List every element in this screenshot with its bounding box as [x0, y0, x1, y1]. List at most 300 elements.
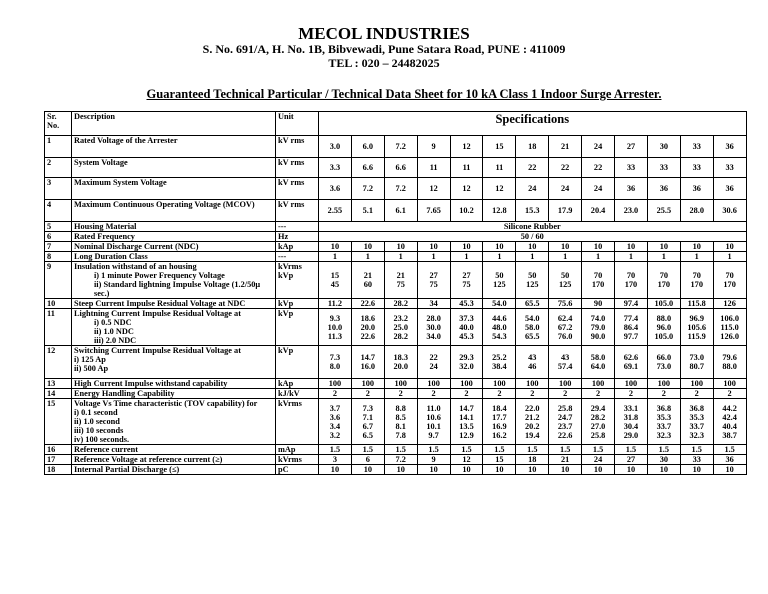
- spec-value: 10: [593, 465, 603, 474]
- spec-value: 100: [657, 379, 671, 388]
- spec-value-cell: [351, 445, 384, 455]
- spec-value-cell: [680, 465, 713, 475]
- spec-value: 36.8: [656, 403, 672, 413]
- spec-value: 115.8: [687, 299, 706, 308]
- spec-value-cell: [450, 389, 483, 399]
- merged-spec-value: Silicone Rubber: [319, 222, 747, 232]
- spec-value: 10: [725, 242, 734, 251]
- spec-value: 1.5: [527, 445, 538, 454]
- spec-value: 3.6: [329, 184, 341, 193]
- spec-value-cell: [647, 299, 680, 309]
- spec-value-cell: [582, 178, 615, 200]
- description-text: Housing Material: [74, 222, 137, 231]
- row-description: [72, 136, 276, 158]
- spec-value: 1.5: [428, 445, 439, 454]
- spec-value: 2: [398, 389, 403, 398]
- row-description: [72, 455, 276, 465]
- spec-value: 36: [692, 184, 701, 193]
- spec-value: 1: [530, 252, 535, 261]
- spec-value-cell: [582, 389, 615, 399]
- spec-value: 74.0: [590, 313, 606, 323]
- spec-value: 125: [493, 280, 506, 289]
- spec-value: 17.7: [492, 412, 507, 422]
- description-subitem: i) 1 minute Power Frequency Voltage: [94, 271, 225, 280]
- spec-value: 1.5: [329, 445, 341, 454]
- spec-value: 170: [591, 280, 605, 289]
- header-description: Description: [72, 112, 276, 136]
- spec-value: 64.0: [590, 362, 606, 371]
- spec-value: 10: [626, 242, 636, 251]
- spec-value-cell: [384, 346, 417, 379]
- spec-value: 21: [396, 271, 405, 280]
- spec-value-cell: [549, 399, 582, 445]
- row-number: 8: [45, 252, 72, 262]
- spec-value-cell: [417, 379, 450, 389]
- row-description: [72, 222, 276, 232]
- spec-value: 2: [628, 389, 634, 398]
- spec-value: 5.1: [362, 206, 374, 215]
- spec-value: 25.8: [557, 403, 573, 413]
- spec-value: 24: [561, 184, 570, 193]
- spec-value: 73.0: [656, 362, 672, 371]
- spec-value: 10: [659, 242, 668, 251]
- spec-value: 75.6: [557, 299, 573, 308]
- spec-value: 62.6: [623, 353, 639, 362]
- spec-value-cell: [582, 445, 615, 455]
- spec-value: 100: [526, 379, 539, 388]
- spec-value: 21: [561, 455, 570, 464]
- spec-value: 2: [694, 389, 699, 398]
- spec-value: 65.5: [525, 331, 540, 341]
- row-unit: pC: [276, 465, 319, 475]
- spec-value: 27.0: [590, 421, 606, 431]
- spec-value: 33: [725, 163, 734, 172]
- table-row: [45, 309, 747, 346]
- spec-value: 7.2: [395, 455, 406, 464]
- spec-value-cell: [647, 242, 680, 252]
- spec-value: 38.4: [492, 362, 507, 371]
- table-row: [45, 389, 747, 399]
- spec-value: 100: [394, 379, 407, 388]
- description-text: Energy Handling Capability: [74, 389, 175, 398]
- spec-value: 10: [528, 465, 537, 474]
- row-unit: kAp: [276, 242, 319, 252]
- spec-value: 30.0: [426, 322, 441, 332]
- spec-value: 100: [427, 379, 440, 388]
- spec-value: 90: [593, 299, 603, 308]
- spec-value: 10.1: [426, 421, 441, 431]
- spec-value: 45: [330, 280, 340, 289]
- spec-value: 40.4: [722, 421, 737, 431]
- spec-value-cell: [647, 346, 680, 379]
- spec-value: 30: [659, 455, 668, 464]
- spec-value: 13.5: [459, 421, 474, 431]
- spec-value-cell: [516, 252, 549, 262]
- spec-value: 105.0: [654, 331, 674, 341]
- spec-value-cell: [549, 346, 582, 379]
- spec-value: 9: [431, 142, 436, 151]
- spec-value: 80.7: [689, 362, 704, 371]
- spec-value-cell: [351, 158, 384, 178]
- spec-value: 54.0: [525, 313, 540, 323]
- spec-value: 65.5: [525, 299, 540, 308]
- spec-value: 35.3: [656, 412, 672, 422]
- spec-value-cell: [582, 200, 615, 222]
- spec-value: 11: [429, 163, 438, 172]
- spec-value-cell: [549, 158, 582, 178]
- row-number: 1: [45, 136, 72, 158]
- spec-value: 10: [396, 242, 405, 251]
- spec-value-cell: [417, 158, 450, 178]
- company-name: MECOL INDUSTRIES: [298, 24, 470, 43]
- table-row: [45, 252, 747, 262]
- row-unit: kAp: [276, 379, 319, 389]
- spec-value-cell: [680, 158, 713, 178]
- spec-value: 3.6: [329, 412, 341, 422]
- spec-value-cell: [483, 242, 516, 252]
- spec-value: 10.6: [426, 412, 441, 422]
- spec-value: 28.2: [393, 331, 408, 341]
- spec-value: 2.55: [327, 206, 343, 215]
- row-description: [72, 399, 276, 445]
- row-number: 4: [45, 200, 72, 222]
- spec-value: 1: [563, 252, 568, 261]
- spec-value: 100: [361, 379, 375, 388]
- spec-value: 75: [429, 280, 438, 289]
- spec-value: 21.2: [525, 412, 540, 422]
- spec-value-cell: [516, 136, 549, 158]
- spec-value: 17.9: [557, 206, 573, 215]
- table-body: [45, 136, 747, 475]
- spec-value: 36: [659, 184, 668, 193]
- row-number: 16: [45, 445, 72, 455]
- spec-value: 12: [429, 184, 438, 193]
- spec-value: 100: [624, 379, 638, 388]
- spec-value: 24: [593, 142, 603, 151]
- spec-value-cell: [549, 389, 582, 399]
- row-description: [72, 200, 276, 222]
- spec-value: 2: [595, 389, 601, 398]
- spec-value: 115.0: [720, 322, 739, 332]
- spec-value: 22: [561, 163, 570, 172]
- spec-value: 79.0: [590, 322, 606, 332]
- spec-value-cell: [483, 465, 516, 475]
- spec-value: 29.0: [623, 430, 639, 440]
- description-subitem: i) 0.1 second: [74, 408, 118, 417]
- spec-value: 22.6: [557, 430, 573, 440]
- spec-value-cell: [319, 262, 352, 299]
- spec-value: 45.3: [459, 299, 474, 308]
- table-row: [45, 136, 747, 158]
- spec-value: 62.4: [557, 313, 573, 323]
- spec-value: 24: [429, 362, 438, 371]
- spec-value: 1: [365, 252, 370, 261]
- spec-value-cell: [450, 252, 483, 262]
- table-row: [45, 465, 747, 475]
- row-unit: kV rms: [276, 136, 319, 158]
- spec-value: 105.0: [654, 299, 674, 308]
- spec-value: 15: [330, 271, 340, 280]
- spec-value: 70: [626, 271, 636, 280]
- spec-value-cell: [351, 136, 384, 158]
- spec-value: 29.3: [459, 353, 474, 362]
- table-row: [45, 200, 747, 222]
- spec-value: 54.3: [492, 331, 507, 341]
- table-row: [45, 158, 747, 178]
- spec-value-cell: [647, 252, 680, 262]
- spec-value: 7.65: [426, 206, 441, 215]
- spec-value: 8.0: [329, 362, 341, 371]
- spec-value: 6: [365, 455, 370, 464]
- spec-value: 3.0: [329, 142, 341, 151]
- spec-value: 96.9: [689, 313, 704, 323]
- spec-value-cell: [713, 252, 746, 262]
- description-text: Lightning Current Impulse Residual Voltage at: [74, 309, 241, 318]
- spec-value: 42.4: [722, 412, 737, 422]
- spec-value-cell: [680, 136, 713, 158]
- spec-value-cell: [351, 262, 384, 299]
- spec-value-cell: [417, 445, 450, 455]
- spec-value-cell: [713, 455, 746, 465]
- spec-value: 33.7: [689, 421, 704, 431]
- spec-value-cell: [680, 262, 713, 299]
- spec-value: 125: [526, 280, 539, 289]
- spec-value-cell: [319, 389, 352, 399]
- spec-value: 25.8: [590, 430, 606, 440]
- spec-value-cell: [549, 445, 582, 455]
- spec-value: 18: [528, 142, 537, 151]
- spec-value-cell: [319, 242, 352, 252]
- row-description: [72, 389, 276, 399]
- spec-value: 18.6: [360, 313, 376, 323]
- spec-value-cell: [582, 299, 615, 309]
- spec-value-cell: [647, 136, 680, 158]
- row-unit: kV rms: [276, 178, 319, 200]
- spec-value-cell: [483, 309, 516, 346]
- spec-value-cell: [417, 242, 450, 252]
- spec-value: 15.3: [525, 206, 540, 215]
- spec-value: 32.0: [459, 362, 474, 371]
- spec-value-cell: [516, 465, 549, 475]
- spec-value-cell: [582, 252, 615, 262]
- spec-value: 69.1: [623, 362, 639, 371]
- spec-value-cell: [384, 399, 417, 445]
- spec-value: 18.3: [393, 353, 408, 362]
- row-description: [72, 346, 276, 379]
- spec-value-cell: [713, 242, 746, 252]
- spec-value-cell: [319, 158, 352, 178]
- row-unit: kVrms: [276, 455, 319, 465]
- description-subitem: i) 0.5 NDC: [94, 318, 132, 327]
- spec-value-cell: [351, 178, 384, 200]
- description-text: Long Duration Class: [74, 252, 148, 261]
- spec-value-cell: [680, 445, 713, 455]
- row-description: [72, 379, 276, 389]
- spec-value-cell: [647, 465, 680, 475]
- description-text: Voltage Vs Time characteristic (TOV capability) for: [74, 399, 258, 408]
- table-row: [45, 445, 747, 455]
- spec-value-cell: [384, 309, 417, 346]
- spec-value-cell: [483, 158, 516, 178]
- spec-value: 27: [462, 271, 471, 280]
- spec-value: 14.7: [459, 403, 474, 413]
- spec-value: 6.7: [362, 421, 374, 431]
- spec-value-cell: [615, 158, 648, 178]
- spec-value-cell: [450, 445, 483, 455]
- spec-value: 22.6: [360, 299, 376, 308]
- spec-value-cell: [615, 389, 648, 399]
- table-row: [45, 379, 747, 389]
- spec-value: 7.2: [362, 184, 374, 193]
- spec-value-cell: [351, 299, 384, 309]
- description-text: Insulation withstand of an housing: [74, 262, 197, 271]
- description-text: Switching Current Impulse Residual Voltage at: [74, 346, 241, 355]
- spec-value: 6.6: [362, 163, 374, 172]
- spec-value: 10: [495, 465, 504, 474]
- row-description: [72, 252, 276, 262]
- spec-value: 2: [431, 389, 436, 398]
- spec-value-cell: [351, 200, 384, 222]
- technical-data-table: [44, 111, 747, 475]
- row-number: 3: [45, 178, 72, 200]
- spec-value: 10: [626, 465, 636, 474]
- spec-value-cell: [319, 346, 352, 379]
- spec-value: 10: [429, 465, 438, 474]
- spec-value-cell: [319, 399, 352, 445]
- spec-value: 48.0: [492, 322, 507, 332]
- table-row: [45, 455, 747, 465]
- spec-value: 24: [593, 455, 603, 464]
- spec-value: 7.1: [362, 412, 374, 422]
- row-number: 17: [45, 455, 72, 465]
- spec-value-cell: [549, 242, 582, 252]
- spec-value: 15: [495, 455, 504, 464]
- spec-value: 33: [692, 455, 701, 464]
- spec-value: 28.0: [689, 206, 704, 215]
- spec-value-cell: [319, 465, 352, 475]
- spec-value: 86.4: [623, 322, 639, 332]
- spec-value-cell: [319, 200, 352, 222]
- description-subitem: iii) 10 seconds: [74, 426, 124, 435]
- spec-value-cell: [713, 200, 746, 222]
- spec-value: 10: [659, 465, 668, 474]
- spec-value: 170: [723, 280, 736, 289]
- description-text: Reference current: [74, 445, 138, 454]
- spec-value-cell: [483, 379, 516, 389]
- spec-value-cell: [516, 445, 549, 455]
- spec-value-cell: [384, 252, 417, 262]
- spec-value: 10: [561, 242, 570, 251]
- description-subitem: ii) 1.0 NDC: [94, 327, 134, 336]
- spec-value: 2: [497, 389, 502, 398]
- spec-value: 57.4: [557, 362, 573, 371]
- spec-value: 10: [363, 242, 372, 251]
- spec-value: 97.4: [623, 299, 639, 308]
- spec-value-cell: [713, 465, 746, 475]
- spec-value-cell: [319, 445, 352, 455]
- spec-value: 25.2: [492, 353, 507, 362]
- spec-value: 11: [462, 163, 471, 172]
- spec-value: 70: [692, 271, 701, 280]
- spec-value-cell: [647, 389, 680, 399]
- description-text: Steep Current Impulse Residual Voltage at NDC: [74, 299, 246, 308]
- spec-value-cell: [549, 309, 582, 346]
- spec-value: 88.0: [656, 313, 672, 323]
- spec-value-cell: [516, 455, 549, 465]
- spec-value: 2: [727, 389, 732, 398]
- spec-value: 3.2: [329, 430, 341, 440]
- spec-value: 30.4: [623, 421, 639, 431]
- spec-value: 12: [495, 184, 504, 193]
- spec-value-cell: [319, 309, 352, 346]
- spec-value: 21: [561, 142, 570, 151]
- spec-value-cell: [647, 158, 680, 178]
- spec-value: 32.3: [656, 430, 672, 440]
- spec-value: 31.8: [623, 412, 639, 422]
- spec-value: 1: [595, 252, 601, 261]
- row-unit: ---: [276, 222, 319, 232]
- spec-value-cell: [582, 379, 615, 389]
- spec-value: 100: [690, 379, 703, 388]
- spec-value: 20.0: [393, 362, 408, 371]
- spec-value: 29.4: [590, 403, 606, 413]
- spec-value: 16.2: [492, 430, 507, 440]
- spec-value-cell: [647, 309, 680, 346]
- spec-value: 20.2: [525, 421, 540, 431]
- spec-value: 100: [591, 379, 605, 388]
- spec-value: 22.6: [360, 331, 376, 341]
- company-address: S. No. 691/A, H. No. 1B, Bibvewadi, Pune Satara Road, PUNE : 411009: [202, 42, 566, 56]
- table-header-row: [45, 112, 747, 136]
- spec-value: 2: [530, 389, 535, 398]
- spec-value: 1.5: [461, 445, 472, 454]
- spec-value-cell: [615, 399, 648, 445]
- spec-value: 10: [528, 242, 537, 251]
- spec-value: 100: [328, 379, 342, 388]
- row-unit: kVrms kVp: [276, 262, 319, 299]
- spec-value: 33: [626, 163, 636, 172]
- spec-value: 58.0: [525, 322, 540, 332]
- spec-value-cell: [417, 309, 450, 346]
- spec-value-cell: [384, 455, 417, 465]
- row-description: [72, 158, 276, 178]
- spec-value: 16.0: [360, 362, 376, 371]
- spec-value-cell: [483, 136, 516, 158]
- spec-value: 11: [495, 163, 504, 172]
- spec-value-cell: [450, 399, 483, 445]
- spec-value: 1.5: [691, 445, 702, 454]
- spec-value: 20.0: [360, 322, 376, 332]
- spec-value: 18.4: [492, 403, 507, 413]
- spec-value: 30: [659, 142, 668, 151]
- spec-value-cell: [417, 465, 450, 475]
- spec-value: 170: [690, 280, 703, 289]
- spec-value-cell: [680, 389, 713, 399]
- spec-value-cell: [549, 379, 582, 389]
- description-subitem: ii) 500 Ap: [74, 364, 109, 373]
- spec-value: 33.1: [623, 403, 639, 413]
- row-unit: kV rms: [276, 158, 319, 178]
- spec-value-cell: [384, 389, 417, 399]
- spec-value: 1: [332, 252, 338, 261]
- spec-value-cell: [713, 136, 746, 158]
- spec-value: 3.7: [329, 403, 341, 413]
- spec-value-cell: [351, 389, 384, 399]
- spec-value: 1: [727, 252, 732, 261]
- spec-value: 1.5: [625, 445, 637, 454]
- spec-value: 1: [431, 252, 436, 261]
- spec-value-cell: [483, 445, 516, 455]
